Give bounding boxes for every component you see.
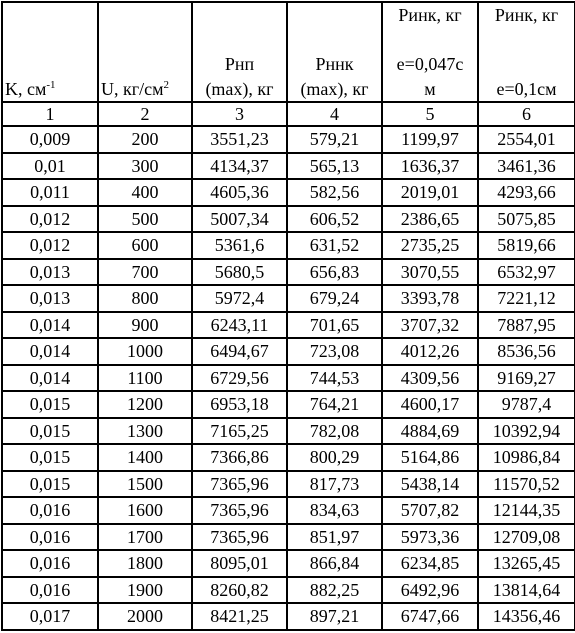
cell-u: 1600 [98, 497, 192, 524]
cell-rink-01: 9787,4 [478, 391, 575, 418]
cell-rink-01: 8536,56 [478, 338, 575, 365]
cell-rnp: 4134,37 [192, 153, 287, 180]
header-k: K, $см^{-1}$ [2, 2, 98, 102]
cell-k: 0,014 [2, 312, 98, 339]
cell-rnnk: 579,21 [287, 126, 382, 153]
cell-rnnk: 606,52 [287, 206, 382, 233]
header-rink-0047: Ринк, кг е=0,047с м [382, 2, 478, 102]
cell-k: 0,016 [2, 524, 98, 551]
cell-k: 0,013 [2, 259, 98, 286]
table-row [2, 577, 575, 604]
cell-rink-01: 5075,85 [478, 206, 575, 233]
header-u: U, $кг/см^2$ [98, 2, 192, 102]
cell-rnp: 4605,36 [192, 179, 287, 206]
cell-rnnk: 782,08 [287, 418, 382, 445]
cell-rnnk: 834,63 [287, 497, 382, 524]
cell-u: 600 [98, 232, 192, 259]
column-number: 4 [287, 102, 382, 126]
table-row [2, 179, 575, 206]
cell-rnnk: 723,08 [287, 338, 382, 365]
cell-rnp: 7365,96 [192, 497, 287, 524]
cell-u: 700 [98, 259, 192, 286]
column-number: 5 [382, 102, 478, 126]
cell-u: 1500 [98, 471, 192, 498]
cell-rink-01: 4293,66 [478, 179, 575, 206]
cell-rink-0047: 3070,55 [382, 259, 478, 286]
cell-rink-01: 10392,94 [478, 418, 575, 445]
cell-u: 800 [98, 285, 192, 312]
cell-k: 0,016 [2, 577, 98, 604]
cell-k: 0,016 [2, 497, 98, 524]
cell-rink-0047: 3707,32 [382, 312, 478, 339]
cell-rnnk: 744,53 [287, 365, 382, 392]
cell-rink-01: 13814,64 [478, 577, 575, 604]
cell-rnnk: 866,84 [287, 550, 382, 577]
cell-k: 0,009 [2, 126, 98, 153]
cell-u: 400 [98, 179, 192, 206]
cell-rnnk: 817,73 [287, 471, 382, 498]
table-row [2, 259, 575, 286]
cell-k: 0,012 [2, 232, 98, 259]
cell-rnp: 5680,5 [192, 259, 287, 286]
cell-u: 500 [98, 206, 192, 233]
cell-rink-01: 3461,36 [478, 153, 575, 180]
cell-rnp: 7366,86 [192, 444, 287, 471]
column-number: 6 [478, 102, 575, 126]
cell-u: 1900 [98, 577, 192, 604]
cell-rink-0047: 6492,96 [382, 577, 478, 604]
cell-k: 0,012 [2, 206, 98, 233]
cell-rink-0047: 3393,78 [382, 285, 478, 312]
cell-rnp: 3551,23 [192, 126, 287, 153]
cell-rink-0047: 4600,17 [382, 391, 478, 418]
cell-k: 0,017 [2, 603, 98, 630]
cell-rnnk: 882,25 [287, 577, 382, 604]
cell-u: 300 [98, 153, 192, 180]
cell-rnp: 6494,67 [192, 338, 287, 365]
cell-u: 1100 [98, 365, 192, 392]
table-row [2, 153, 575, 180]
cell-rnnk: 764,21 [287, 391, 382, 418]
cell-rink-0047: 5973,36 [382, 524, 478, 551]
cell-rink-0047: 1636,37 [382, 153, 478, 180]
cell-rnp: 7365,96 [192, 471, 287, 498]
cell-k: 0,014 [2, 338, 98, 365]
table-row [2, 365, 575, 392]
column-number-row [2, 102, 575, 126]
table-row [2, 312, 575, 339]
column-number: 2 [98, 102, 192, 126]
cell-rink-0047: 5707,82 [382, 497, 478, 524]
cell-rnp: 8260,82 [192, 577, 287, 604]
cell-rink-0047: 6234,85 [382, 550, 478, 577]
cell-k: 0,011 [2, 179, 98, 206]
cell-rnp: 5361,6 [192, 232, 287, 259]
cell-rink-01: 7221,12 [478, 285, 575, 312]
cell-u: 2000 [98, 603, 192, 630]
cell-k: 0,015 [2, 418, 98, 445]
table-row [2, 524, 575, 551]
cell-rnnk: 701,65 [287, 312, 382, 339]
table-row [2, 497, 575, 524]
cell-rnp: 5007,34 [192, 206, 287, 233]
cell-rink-0047: 5438,14 [382, 471, 478, 498]
table-row [2, 126, 575, 153]
cell-rink-01: 10986,84 [478, 444, 575, 471]
cell-u: 1400 [98, 444, 192, 471]
cell-rink-01: 12144,35 [478, 497, 575, 524]
cell-rnp: 7365,96 [192, 524, 287, 551]
cell-rnnk: 851,97 [287, 524, 382, 551]
table-row [2, 206, 575, 233]
cell-k: 0,015 [2, 471, 98, 498]
cell-k: 0,015 [2, 391, 98, 418]
header-rnp: Рнп (max), кг [192, 2, 287, 102]
cell-rink-0047: 2386,65 [382, 206, 478, 233]
cell-u: 1000 [98, 338, 192, 365]
table-row [2, 285, 575, 312]
cell-rnp: 6729,56 [192, 365, 287, 392]
cell-rink-01: 13265,45 [478, 550, 575, 577]
cell-rnnk: 800,29 [287, 444, 382, 471]
cell-u: 1800 [98, 550, 192, 577]
cell-rink-0047: 4884,69 [382, 418, 478, 445]
cell-u: 1300 [98, 418, 192, 445]
header-row [2, 2, 575, 102]
cell-k: 0,01 [2, 153, 98, 180]
cell-rnnk: 565,13 [287, 153, 382, 180]
table-row [2, 603, 575, 630]
table-row [2, 338, 575, 365]
cell-rnnk: 656,83 [287, 259, 382, 286]
header-rink-01: Ринк, кг е=0,1см [478, 2, 575, 102]
column-number: 3 [192, 102, 287, 126]
cell-k: 0,014 [2, 365, 98, 392]
cell-rink-0047: 1199,97 [382, 126, 478, 153]
cell-rink-01: 14356,46 [478, 603, 575, 630]
cell-rink-01: 5819,66 [478, 232, 575, 259]
cell-rink-01: 9169,27 [478, 365, 575, 392]
cell-rink-01: 12709,08 [478, 524, 575, 551]
cell-rink-01: 6532,97 [478, 259, 575, 286]
table-row [2, 391, 575, 418]
cell-rnp: 8421,25 [192, 603, 287, 630]
table-row [2, 444, 575, 471]
cell-rink-01: 11570,52 [478, 471, 575, 498]
cell-rnnk: 679,24 [287, 285, 382, 312]
cell-rink-0047: 5164,86 [382, 444, 478, 471]
table-row [2, 550, 575, 577]
cell-u: 200 [98, 126, 192, 153]
cell-k: 0,013 [2, 285, 98, 312]
cell-u: 1200 [98, 391, 192, 418]
cell-rink-0047: 4012,26 [382, 338, 478, 365]
cell-k: 0,016 [2, 550, 98, 577]
cell-rink-0047: 2019,01 [382, 179, 478, 206]
cell-rnp: 6243,11 [192, 312, 287, 339]
header-rnnk: Рннк (max), кг [287, 2, 382, 102]
cell-rnp: 5972,4 [192, 285, 287, 312]
cell-u: 900 [98, 312, 192, 339]
cell-u: 1700 [98, 524, 192, 551]
cell-rnnk: 631,52 [287, 232, 382, 259]
cell-rnp: 7165,25 [192, 418, 287, 445]
cell-rnnk: 582,56 [287, 179, 382, 206]
cell-rink-0047: 4309,56 [382, 365, 478, 392]
column-number: 1 [2, 102, 98, 126]
cell-rink-01: 7887,95 [478, 312, 575, 339]
cell-k: 0,015 [2, 444, 98, 471]
cell-rnp: 8095,01 [192, 550, 287, 577]
table-row [2, 418, 575, 445]
table-row [2, 471, 575, 498]
cell-rnp: 6953,18 [192, 391, 287, 418]
cell-rink-0047: 6747,66 [382, 603, 478, 630]
cell-rink-01: 2554,01 [478, 126, 575, 153]
data-table [1, 1, 575, 631]
table-row [2, 232, 575, 259]
cell-rnnk: 897,21 [287, 603, 382, 630]
cell-rink-0047: 2735,25 [382, 232, 478, 259]
